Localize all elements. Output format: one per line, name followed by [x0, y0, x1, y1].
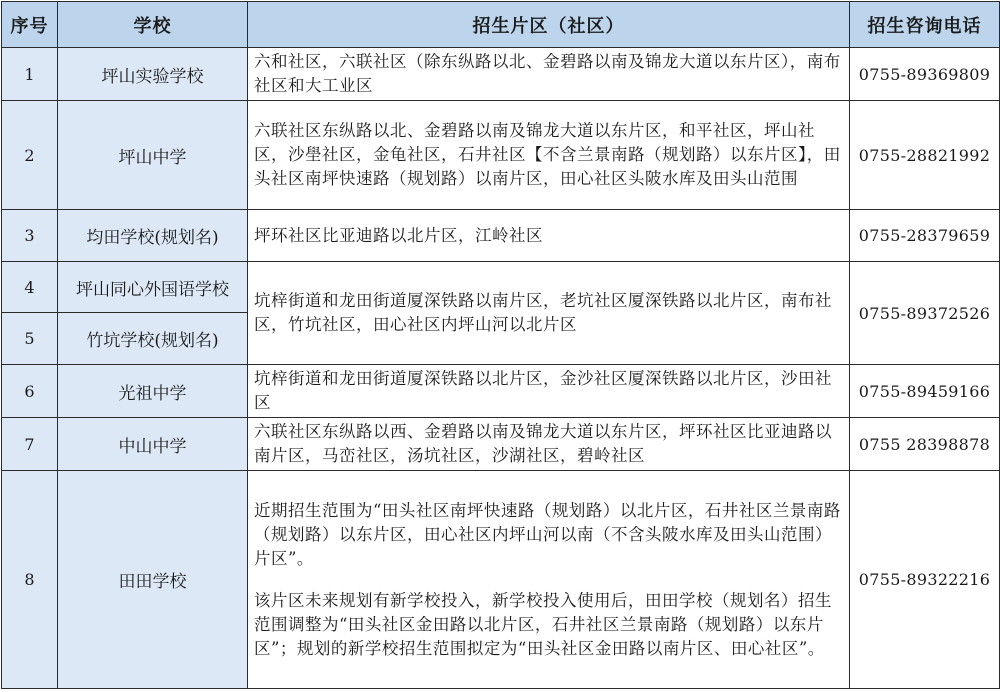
row-index: 8: [2, 471, 58, 689]
header-school: 学校: [58, 2, 248, 48]
area-paragraph: 近期招生范围为“田头社区南坪快速路（规划路）以北片区，石井社区兰景南路（规划路）以东片区，田心社区内坪山河以南（不含头陂水库及田头山范围）片区”。: [254, 500, 841, 568]
row-area: 坪环社区比亚迪路以北片区，江岭社区: [248, 210, 850, 262]
row-school: 坪山同心外国语学校: [58, 262, 248, 313]
row-school: 田田学校: [58, 471, 248, 689]
row-area: 六联社区东纵路以西、金碧路以南及锦龙大道以东片区，坪环社区比亚迪路以南片区，马峦社区，汤坑社区，沙湖社区，碧岭社区: [248, 418, 850, 471]
row-school: 坪山实验学校: [58, 48, 248, 101]
row-phone: 0755-28379659: [850, 210, 1000, 262]
header-index: 序号: [2, 2, 58, 48]
table-header-row: [2, 2, 1000, 48]
row-index: 7: [2, 418, 58, 471]
table-row: [2, 262, 1000, 313]
row-school: 中山中学: [58, 418, 248, 471]
header-area: 招生片区（社区）: [248, 2, 850, 48]
header-phone: 招生咨询电话: [850, 2, 1000, 48]
row-area: [248, 471, 850, 689]
row-area: 六和社区，六联社区（除东纵路以北、金碧路以南及锦龙大道以东片区），南布社区和大工业区: [248, 48, 850, 101]
row-phone: 0755-89369809: [850, 48, 1000, 101]
row-school: 竹坑学校(规划名): [58, 313, 248, 365]
row-phone: 0755 28398878: [850, 418, 1000, 471]
row-phone: 0755-28821992: [850, 101, 1000, 210]
row-school: 坪山中学: [58, 101, 248, 210]
table-row: [2, 48, 1000, 101]
row-school: 均田学校(规划名): [58, 210, 248, 262]
row-index: 6: [2, 365, 58, 418]
row-phone: 0755-89372526: [850, 262, 1000, 365]
row-index: 1: [2, 48, 58, 101]
row-index: 5: [2, 313, 58, 365]
row-area: 六联社区东纵路以北、金碧路以南及锦龙大道以东片区，和平社区，坪山社区，沙壆社区，金龟社区，石井社区【不含兰景南路（规划路）以东片区】，田头社区南坪快速路（规划路）以南片区，田心社区头陂水库及田头山范围: [248, 101, 850, 210]
row-phone: 0755-89459166: [850, 365, 1000, 418]
table-row: [2, 101, 1000, 210]
row-area: 坑梓街道和龙田街道厦深铁路以南片区，老坑社区厦深铁路以北片区，南布社区，竹坑社区，田心社区内坪山河以北片区: [248, 262, 850, 365]
row-phone: 0755-89322216: [850, 471, 1000, 689]
table-row: [2, 210, 1000, 262]
table-row: [2, 471, 1000, 689]
area-paragraph: 该片区未来规划有新学校投入，新学校投入使用后，田田学校（规划名）招生范围调整为“田头社区金田路以北片区，石井社区兰景南路（规划路）以东片区”；规划的新学校招生范围拟定为“田头社区金田路以南片区、田心社区”。: [254, 590, 832, 658]
row-index: 4: [2, 262, 58, 313]
enrollment-table: [1, 1, 1000, 689]
table-row: [2, 418, 1000, 471]
row-index: 3: [2, 210, 58, 262]
row-index: 2: [2, 101, 58, 210]
row-area: 坑梓街道和龙田街道厦深铁路以北片区，金沙社区厦深铁路以北片区，沙田社区: [248, 365, 850, 418]
row-school: 光祖中学: [58, 365, 248, 418]
table-row: [2, 365, 1000, 418]
